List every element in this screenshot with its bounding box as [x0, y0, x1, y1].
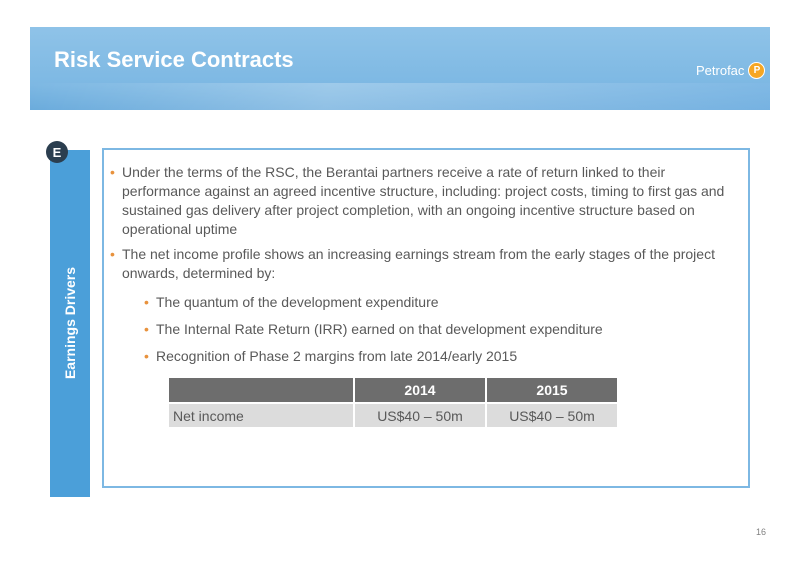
table-cell-label: Net income — [169, 403, 354, 427]
logo-mark-icon: P — [748, 62, 765, 79]
logo-text: Petrofac — [696, 62, 745, 78]
table-header-row — [169, 378, 617, 403]
petrofac-logo — [696, 60, 765, 80]
banner-stripe — [30, 83, 770, 110]
table-header-cell — [169, 378, 354, 403]
page-number: 16 — [756, 527, 767, 537]
table-cell-value: US$40 – 50m — [354, 403, 486, 427]
sub-bullet-item: • The Internal Rate Return (IRR) earned on that development expenditure — [110, 320, 740, 339]
bullet-list — [110, 163, 740, 374]
table-header-cell: 2014 — [354, 378, 486, 403]
slide-title: Risk Service Contracts — [54, 47, 294, 72]
section-label: Earnings Drivers — [62, 266, 78, 380]
table-header-cell: 2015 — [486, 378, 617, 403]
table-row — [169, 403, 617, 427]
section-badge: E — [46, 141, 68, 163]
sub-bullet-item: • Recognition of Phase 2 margins from late 2014/early 2015 — [110, 347, 740, 366]
sub-bullet-item: • The quantum of the development expenditure — [110, 293, 740, 312]
bullet-item: • The net income profile shows an increasing earnings stream from the early stages of the project onwards, determined by: — [110, 245, 740, 283]
table-cell-value: US$40 – 50m — [486, 403, 617, 427]
net-income-table — [169, 378, 617, 427]
bullet-item: • Under the terms of the RSC, the Berantai partners receive a rate of return linked to their performance against an agreed incentive structure, including: project costs, timing to first gas and sustained gas delivery after project completion, with an ongoing incentive structure based on operational uptime — [110, 163, 740, 239]
